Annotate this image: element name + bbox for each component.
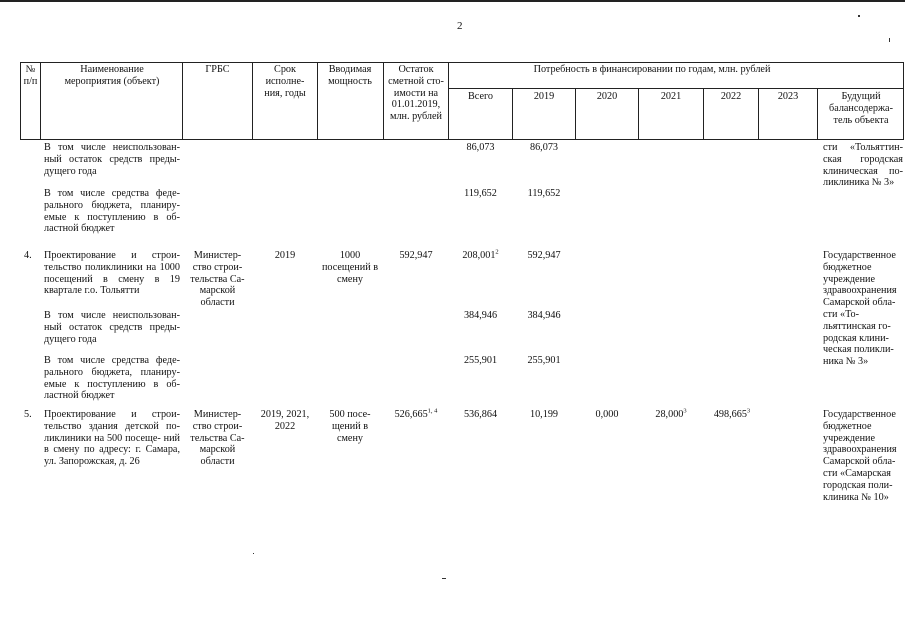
cell-2019: 255,901 [527,355,561,366]
scan-speck [253,553,254,554]
row-name: В том числе средства феде- рального бюджета, планиру- емые к поступлению в об- ластной бюджет [44,188,180,235]
cell-total: 119,652 [464,188,497,199]
cell-grbs: Министер- ство строи- тельства Са- марской области [190,250,245,309]
row-number: 5. [24,409,32,420]
header-num: № п/п [23,64,38,87]
footnote-mark: 3 [746,407,751,415]
cell-2019: 384,946 [527,310,561,321]
cell-total: 86,073 [466,142,495,153]
holder-continuation: сти «Тольяттин- ская городская клиническая по- ликлиника № 3» [823,142,903,189]
footnote-mark: 2 [495,248,499,256]
footnote-mark: 3 [683,407,687,415]
cell-2019: 86,073 [529,142,558,153]
cell-2022: 498,665$^3$ [713,407,751,420]
header-year-2020: 2020 [596,91,618,102]
row-name: Проектирование и строи- тельство поликлиники на 1000 посещений в смену в 19 квартале г.о. Тольятти [44,250,180,297]
cell-term: 2019, 2021, 2022 [260,409,310,432]
row-name: В том числе неиспользован- ный остаток средств преды- дущего года [44,310,180,345]
cell-total: 536,864 [463,409,498,420]
header-name: Наименование мероприятия (объект) [64,64,160,87]
scan-speck [442,578,446,579]
cell-2019: 119,652 [527,188,561,199]
cell-total: 255,901 [463,355,498,366]
scan-speck [889,38,890,42]
cell-2019: 10,199 [529,409,558,420]
header-holder: Будущий балансодержа- тель объекта [829,91,893,126]
footnote-mark: 1, 4 [427,407,438,415]
header-year-2023: 2023 [777,91,799,102]
row-number: 4. [24,250,32,261]
cell-holder: Государственное бюджетное учреждение здравоохранения Самарской обла- сти «Самарская городская поли- клиника № 10» [823,409,897,503]
header-year-2019: 2019 [533,91,555,102]
cell-total: 208,001$^2$ [462,248,499,261]
cell-2020: 0,000 [595,409,619,420]
header-funding: Потребность в финансировании по годам, млн. рублей [533,64,771,75]
row-name: Проектирование и строи- тельство здания детской по- ликлиники на 500 посеще- ний в смену по адресу: г. Самара, ул. Запорожская, д. 26 [44,409,180,468]
cell-balance: 592,947 [399,250,433,261]
cell-term: 2019 [274,250,296,261]
row-name: В том числе средства феде- рального бюджета, планиру- емые к поступлению в об- ластной бюджет [44,355,180,402]
header-total: Всего [468,91,493,102]
cell-grbs: Министер- ство строи- тельства Са- марской области [190,409,245,468]
cell-capacity: 1000 посещений в смену [321,250,379,285]
page-number: 2 [457,20,463,32]
cell-balance: 526,665$^{1, 4}$ [394,407,438,420]
cell-2019: 592,947 [527,250,561,261]
cell-total: 384,946 [463,310,498,321]
cell-2021: 28,000$^3$ [655,407,687,420]
top-border-line [0,0,905,2]
header-capacity: Вводимая мощность [328,64,372,87]
header-term: Срок исполне- ния, годы [264,64,306,99]
scan-speck [858,15,860,17]
row-name: В том числе неиспользован- ный остаток средств преды- дущего года [44,142,180,177]
header-year-2022: 2022 [720,91,742,102]
cell-capacity: 500 посе- щений в смену [329,409,371,444]
header-balance: Остаток сметной сто- имости на 01.01.2019, млн. рублей [388,64,444,123]
cell-holder: Государственное бюджетное учреждение здравоохранения Самарской обла- сти «То- льяттинская го- родская клини- ческая поликли- ника № 3» [823,250,897,368]
header-year-2021: 2021 [660,91,682,102]
header-grbs: ГРБС [205,64,230,75]
